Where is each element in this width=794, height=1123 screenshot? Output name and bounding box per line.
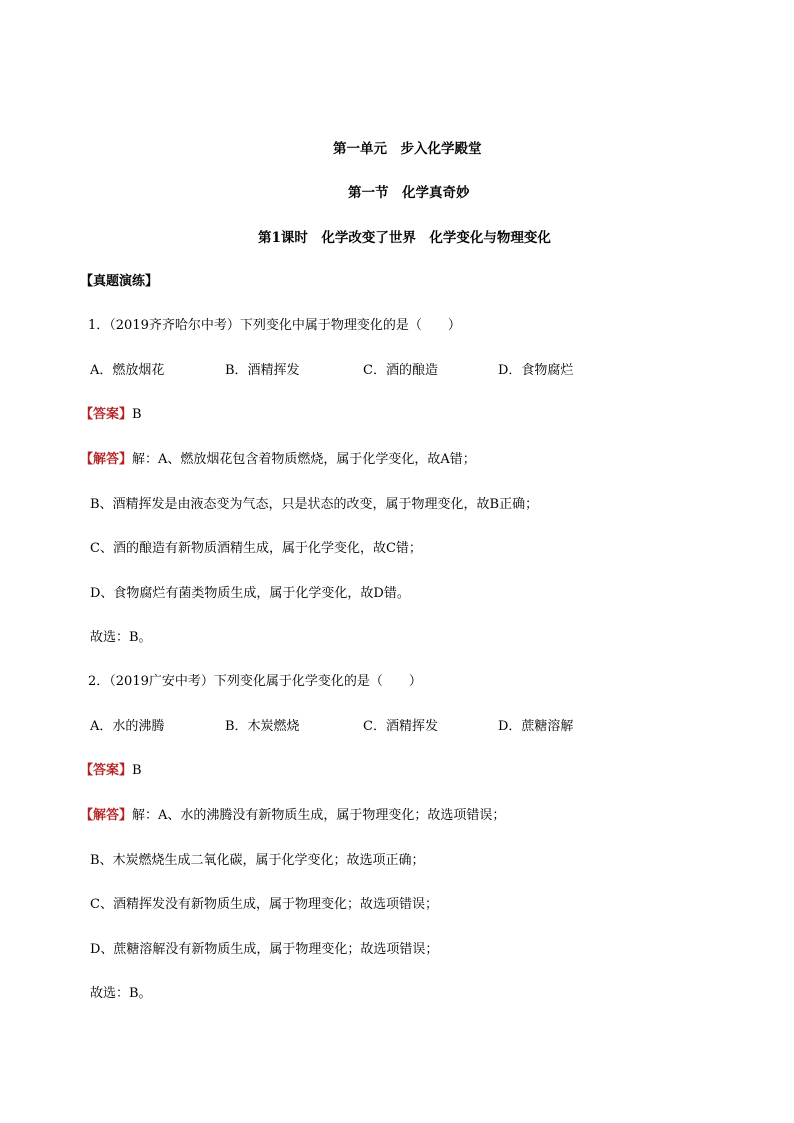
answer-tag: 【答案】 — [80, 407, 133, 422]
question-1-answer — [80, 406, 142, 424]
question-1-stem: 1．（2019齐齐哈尔中考）下列变化中属于物理变化的是（ ） — [88, 318, 461, 333]
analysis-line: D、食物腐烂有菌类物质生成，属于化学变化，故D错。 — [90, 586, 410, 601]
option-a: A．燃放烟花 — [90, 363, 165, 378]
analysis-line: B、木炭燃烧生成二氧化碳，属于化学变化；故选项正确； — [90, 853, 425, 868]
unit-title: 第一单元 步入化学殿堂 — [333, 141, 482, 157]
option-b: B．木炭燃烧 — [225, 719, 300, 734]
answer-tag: 【答案】 — [80, 763, 133, 778]
option-c: C．酒精挥发 — [363, 719, 438, 734]
analysis-line: C、酒的酿造有新物质酒精生成，属于化学变化，故C错； — [90, 541, 422, 556]
final-answer: 故选：B。 — [90, 630, 152, 645]
question-2-stem: 2．（2019广安中考）下列变化属于化学变化的是（ ） — [88, 674, 422, 689]
question-2-analysis — [80, 807, 505, 825]
option-d: D．蔗糖溶解 — [498, 719, 574, 734]
analysis-line: B、酒精挥发是由液态变为气态，只是状态的改变，属于物理变化，故B正确； — [90, 497, 539, 512]
analysis-tag: 【解答】 — [80, 452, 133, 467]
answer-value: B — [132, 407, 142, 422]
option-c: C．酒的酿造 — [363, 363, 438, 378]
option-d: D．食物腐烂 — [498, 363, 574, 378]
question-1-analysis — [80, 451, 476, 469]
answer-value: B — [132, 763, 142, 778]
final-answer: 故选：B。 — [90, 986, 152, 1001]
question-2-answer — [80, 762, 142, 780]
option-b: B．酒精挥发 — [225, 363, 300, 378]
lesson-title: 第1课时 化学改变了世界 化学变化与物理变化 — [258, 230, 551, 246]
analysis-text: 解：A、燃放烟花包含着物质燃烧，属于化学变化，故A错； — [132, 452, 476, 467]
option-a: A．水的沸腾 — [90, 719, 165, 734]
analysis-tag: 【解答】 — [80, 808, 133, 823]
practice-heading: 【真题演练】 — [80, 274, 159, 289]
analysis-text: 解：A、水的沸腾没有新物质生成，属于物理变化；故选项错误； — [132, 808, 506, 823]
analysis-line: D、蔗糖溶解没有新物质生成，属于物理变化；故选项错误； — [90, 942, 439, 957]
section-title: 第一节 化学真奇妙 — [348, 185, 470, 201]
analysis-line: C、酒精挥发没有新物质生成，属于物理变化；故选项错误； — [90, 897, 438, 912]
